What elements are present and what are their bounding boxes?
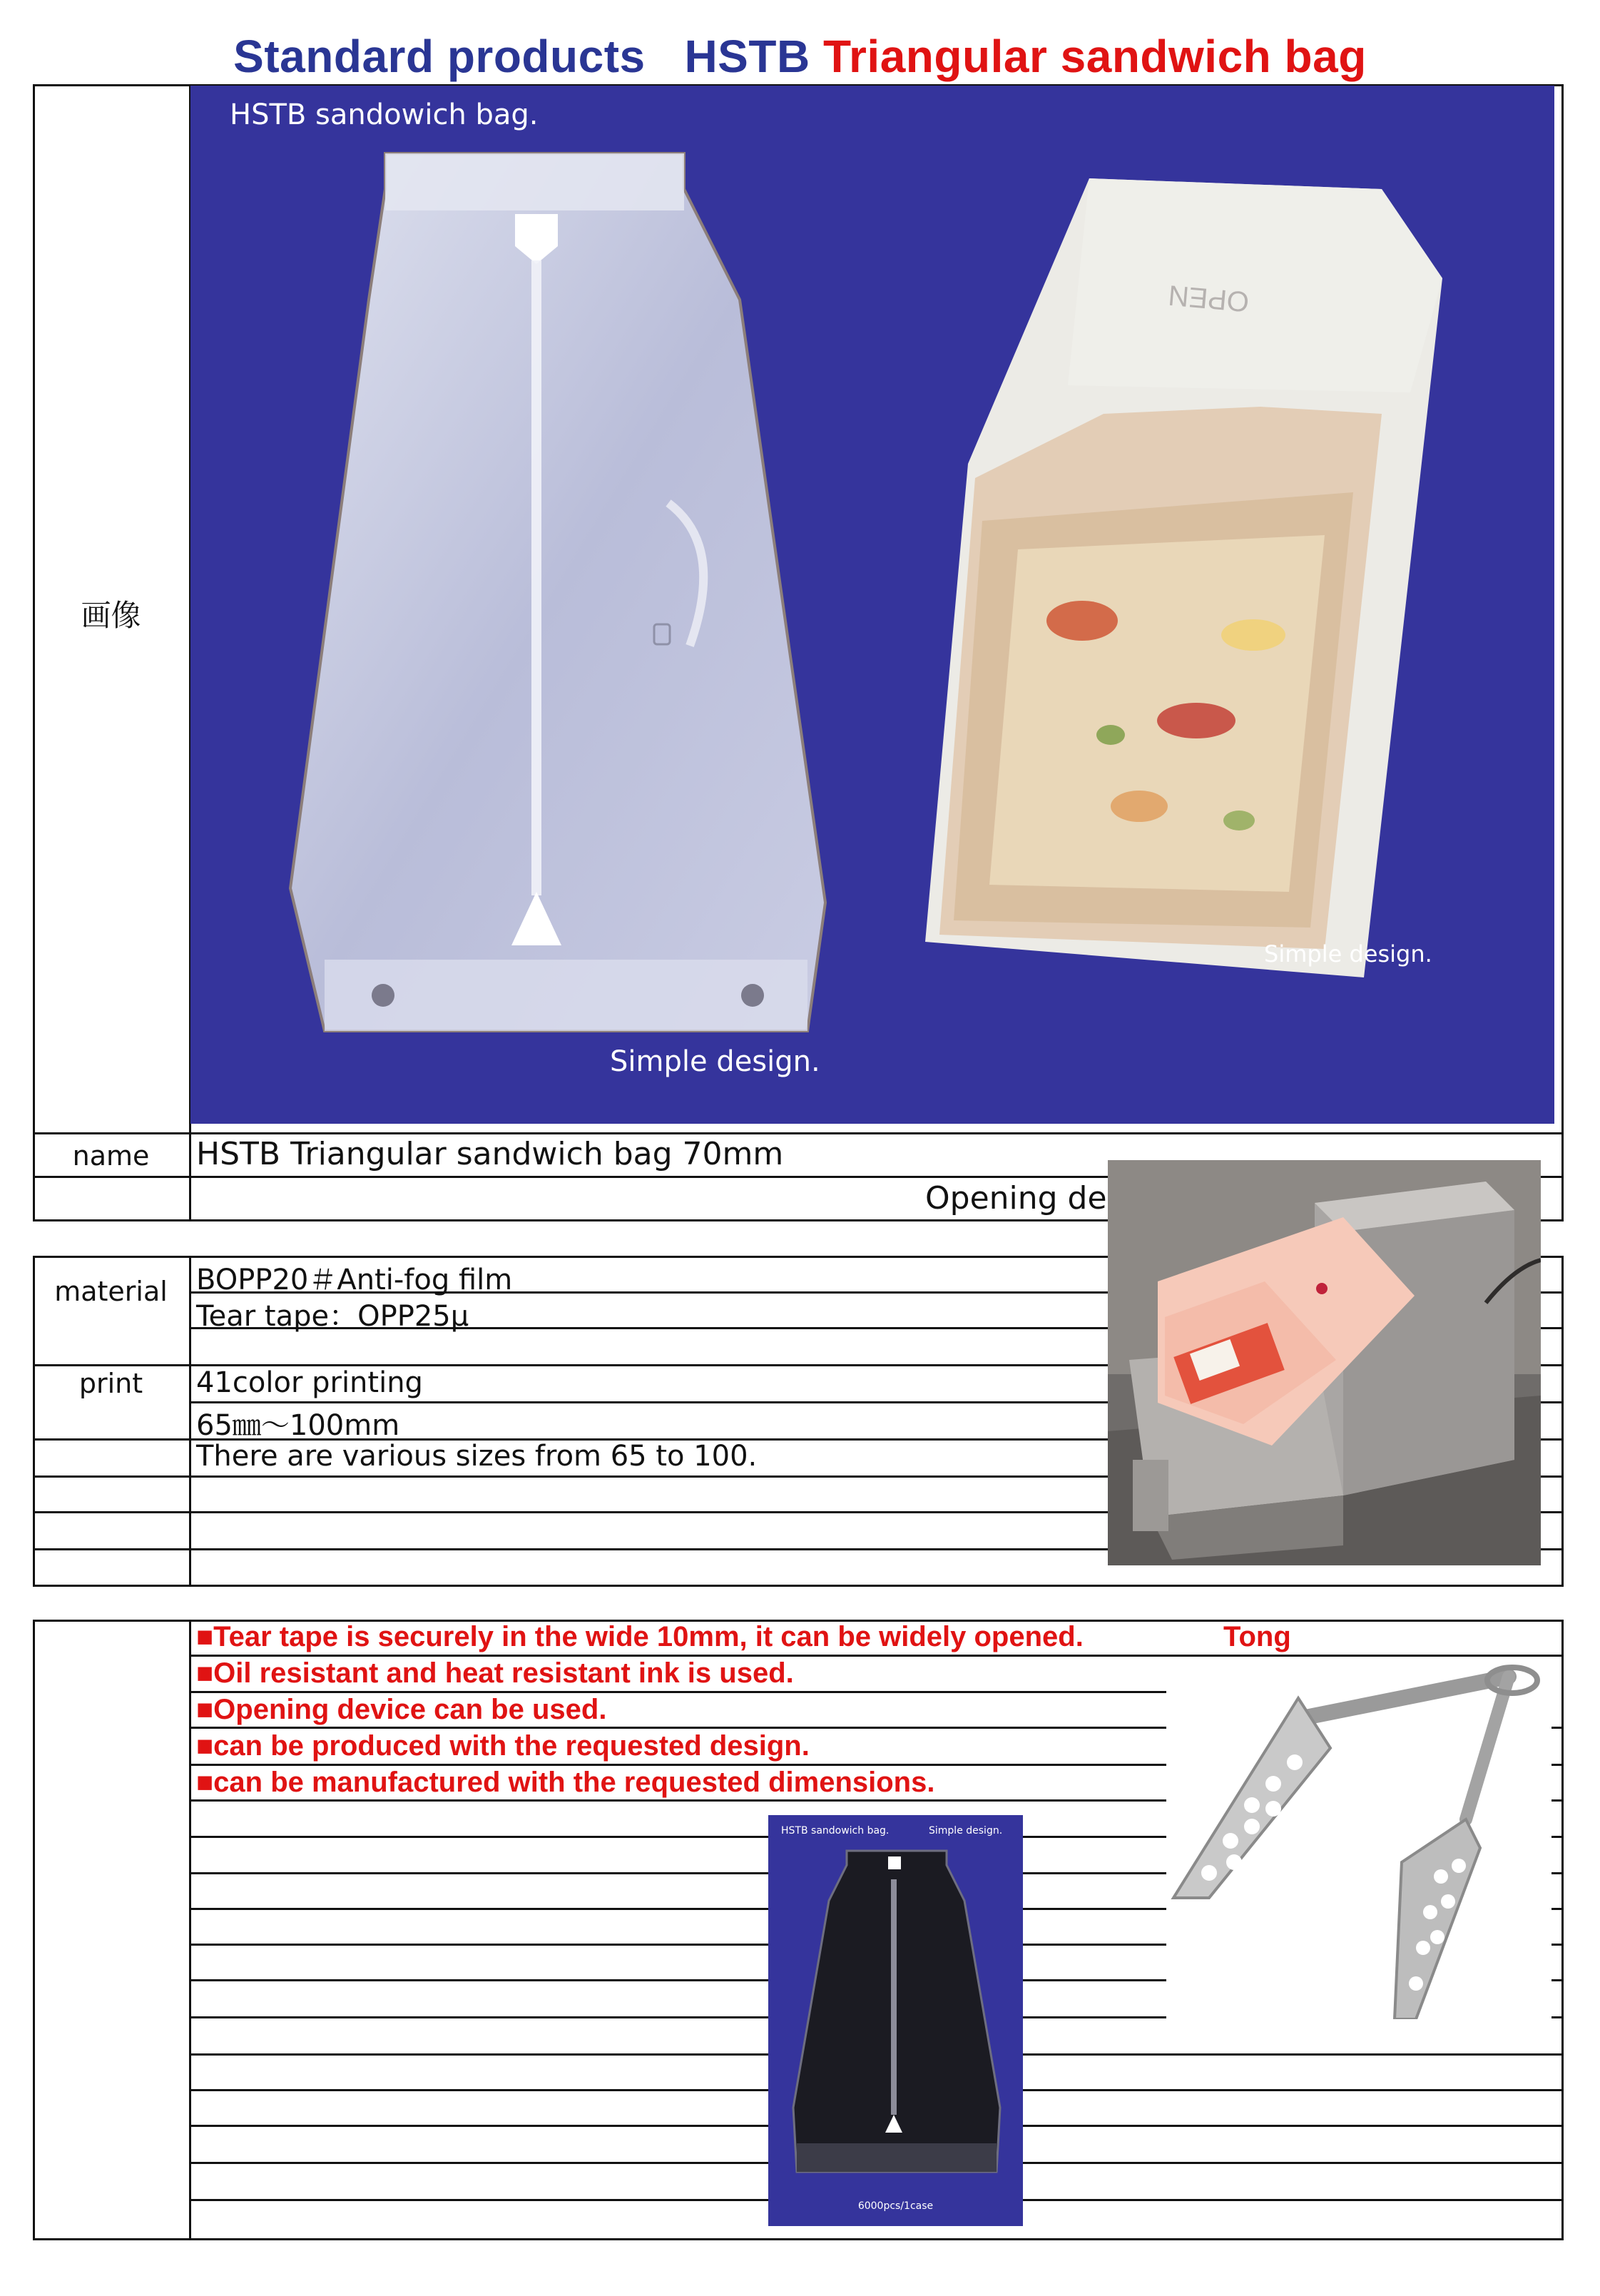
feature-item-4: ■can be produced with the requested design. (196, 1730, 810, 1762)
opening-device-photo (1108, 1160, 1541, 1565)
bag-open-mark: OPEN (1167, 279, 1250, 318)
table3-row-divider (189, 1727, 1166, 1729)
feature-item-5: ■can be manufactured with the requested dimensions. (196, 1767, 935, 1798)
thumb-caption-left: HSTB sandowich bag. (781, 1825, 890, 1837)
thumb-bag-image (783, 1844, 1011, 2179)
table3-col-divider (189, 1620, 191, 2240)
image-row-label: 画像 (81, 598, 141, 633)
print-label: print (78, 1368, 143, 1399)
feature-item-3: ■Opening device can be used. (196, 1694, 607, 1725)
photo-caption-top: HSTB sandowich bag. (230, 98, 539, 131)
material-label: material (54, 1276, 168, 1307)
table3-row-divider (189, 1764, 1166, 1766)
empty-bag-image (226, 146, 868, 1038)
packaging-thumbnail (768, 1815, 1023, 2226)
title-part1: Standard products (233, 31, 646, 82)
material-line1: BOPP20＃Anti-fog film (196, 1264, 513, 1296)
tong-photo (1166, 1662, 1551, 2019)
table3-row-divider (189, 1799, 1166, 1802)
table2-col-divider (189, 1256, 191, 1587)
print-value: 41color printing (196, 1366, 423, 1399)
material-line2: Tear tape：OPP25μ (196, 1300, 469, 1333)
photo-caption-bottom: Simple design. (610, 1045, 820, 1078)
page-title (0, 30, 1600, 83)
thumb-footer: 6000pcs/1case (857, 2200, 934, 2212)
name-label: name (72, 1140, 150, 1172)
product-photo-panel (190, 86, 1554, 1124)
title-part2: HSTB (684, 31, 810, 82)
table3-row-divider (189, 1691, 1166, 1693)
feature-item-2: ■Oil resistant and heat resistant ink is used. (196, 1657, 794, 1689)
size-line: 65㎜～100mm (196, 1409, 400, 1442)
table3-row-divider (189, 1655, 1564, 1657)
product-name: HSTB Triangular sandwich bag 70mm (196, 1136, 784, 1172)
filled-sandwich-bag-image (925, 178, 1467, 977)
feature-item-1: ■Tear tape is securely in the wide 10mm, it can be widely opened. (196, 1621, 1084, 1652)
tong-label: Tong (1223, 1621, 1291, 1652)
size-note: There are various sizes from 65 to 100. (196, 1440, 758, 1473)
title-part3: Triangular sandwich bag (822, 31, 1367, 82)
opening-device-text: Opening de (925, 1180, 1107, 1216)
table1-row-divider (33, 1132, 1564, 1134)
thumb-caption-right: Simple design. (929, 1825, 1003, 1837)
photo-caption-right: Simple design. (1264, 940, 1432, 967)
